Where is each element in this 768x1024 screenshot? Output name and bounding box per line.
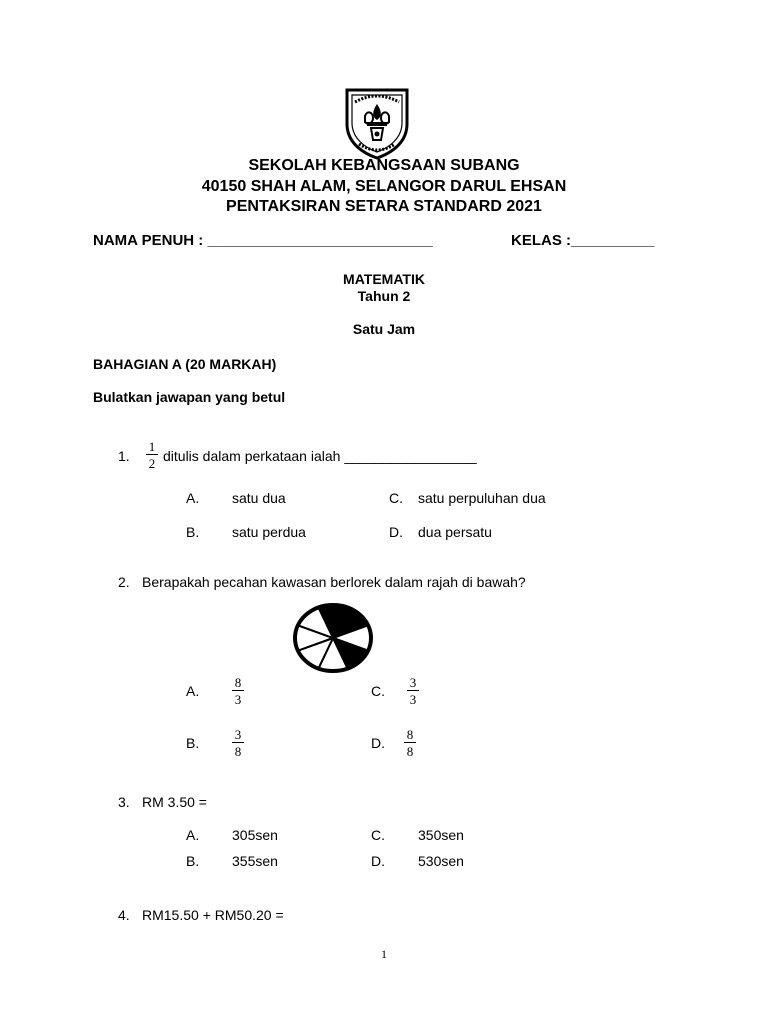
page-number: 1 — [381, 947, 387, 961]
option-text[interactable]: 350sen — [418, 827, 464, 843]
option-letter[interactable]: D. — [371, 853, 385, 869]
option-letter[interactable]: A. — [186, 827, 200, 843]
option-letter[interactable]: A. — [186, 490, 200, 506]
exam-subject: MATEMATIK — [343, 271, 425, 287]
option-letter[interactable]: C. — [371, 827, 385, 843]
option-fraction[interactable]: 3 8 — [231, 728, 245, 758]
option-text[interactable]: satu perpuluhan dua — [418, 490, 546, 506]
class-field[interactable]: KELAS :__________ — [511, 232, 655, 249]
question-text: RM 3.50 = — [142, 794, 207, 810]
option-letter[interactable]: A. — [186, 683, 200, 699]
option-letter[interactable]: D. — [389, 524, 403, 540]
question-number: 1. — [118, 448, 130, 464]
option-letter[interactable]: C. — [371, 683, 385, 699]
option-fraction[interactable]: 3 3 — [406, 676, 420, 706]
option-letter[interactable]: B. — [186, 853, 200, 869]
school-crest-icon — [343, 86, 411, 160]
school-name: SEKOLAH KEBANGSAAN SUBANG — [248, 157, 520, 174]
question-fraction: 1 2 — [145, 440, 159, 470]
option-letter[interactable]: C. — [389, 490, 403, 506]
option-text[interactable]: satu perdua — [232, 524, 306, 540]
question-text: Berapakah pecahan kawasan berlorek dalam rajah di bawah? — [142, 574, 526, 590]
option-text[interactable]: 355sen — [232, 853, 278, 869]
option-fraction[interactable]: 8 8 — [403, 728, 417, 758]
option-letter[interactable]: B. — [186, 735, 200, 751]
section-title: BAHAGIAN A (20 MARKAH) — [93, 356, 277, 372]
question-number: 3. — [118, 794, 130, 810]
question-text: RM15.50 + RM50.20 = — [142, 907, 284, 923]
option-letter[interactable]: D. — [371, 735, 385, 751]
school-address: 40150 SHAH ALAM, SELANGOR DARUL EHSAN — [201, 178, 567, 195]
option-fraction[interactable]: 8 3 — [231, 676, 245, 706]
exam-duration: Satu Jam — [352, 321, 416, 337]
assessment-title: PENTAKSIRAN SETARA STANDARD 2021 — [226, 198, 542, 215]
question-number: 2. — [118, 574, 130, 590]
option-text[interactable]: 530sen — [418, 853, 464, 869]
question-text: ditulis dalam perkataan ialah _________________ — [163, 448, 477, 464]
shaded-circle-figure — [293, 603, 373, 673]
full-name-field[interactable]: NAMA PENUH : ___________________________ — [93, 232, 433, 249]
option-letter[interactable]: B. — [186, 524, 200, 540]
section-instruction: Bulatkan jawapan yang betul — [93, 389, 286, 405]
exam-year: Tahun 2 — [357, 288, 411, 304]
option-text[interactable]: satu dua — [232, 490, 286, 506]
option-text[interactable]: 305sen — [232, 827, 278, 843]
question-number: 4. — [118, 907, 130, 923]
option-text[interactable]: dua persatu — [418, 524, 492, 540]
